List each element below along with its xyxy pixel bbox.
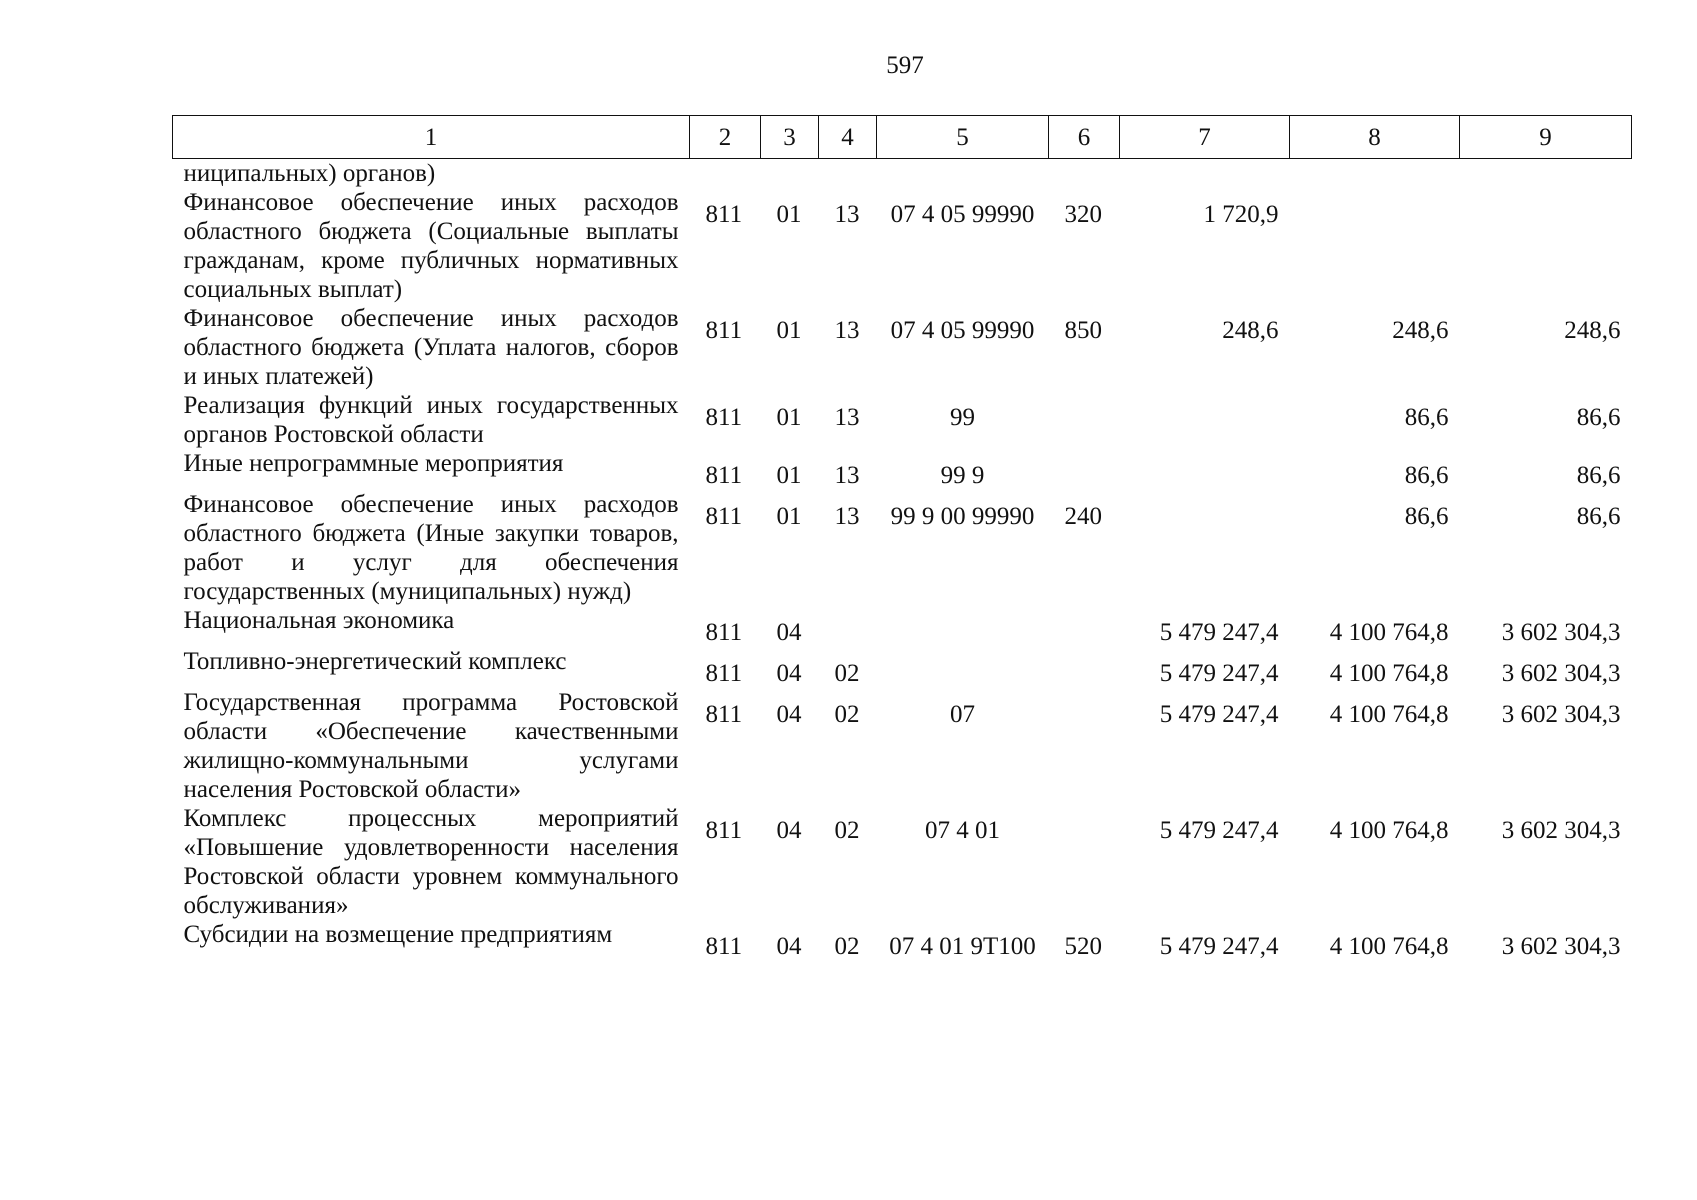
row-target-article — [877, 606, 1049, 647]
table-row — [173, 490, 1632, 606]
row-name: Реализация функций иных государственных органов Ростовской области — [183, 392, 679, 448]
row-section: 01 — [776, 317, 802, 344]
row-amount-col9 — [1460, 188, 1632, 304]
table-row — [173, 391, 1632, 449]
row-admin-code: 811 — [705, 201, 743, 228]
budget-table — [172, 115, 1632, 961]
row-amount-col7: 248,6 — [1222, 317, 1279, 344]
header-col-4: 4 — [819, 116, 877, 159]
row-expense-type — [1049, 391, 1120, 449]
table-row — [173, 606, 1632, 647]
row-section: 04 — [776, 619, 802, 646]
table-row — [173, 688, 1632, 804]
row-amount-col8: 4 100 764,8 — [1329, 933, 1449, 960]
row-admin-code — [690, 159, 761, 189]
header-col-6: 6 — [1049, 116, 1120, 159]
row-amount-col9: 86,6 — [1576, 462, 1621, 489]
row-amount-col9: 86,6 — [1576, 503, 1621, 530]
table-row — [173, 159, 1632, 189]
row-subsection: 02 — [834, 817, 860, 844]
row-section: 04 — [776, 817, 802, 844]
row-admin-code: 811 — [705, 660, 743, 687]
row-expense-type: 850 — [1064, 317, 1102, 344]
header-col-1: 1 — [173, 116, 690, 159]
header-col-5: 5 — [877, 116, 1049, 159]
row-name: Финансовое обеспечение иных расходов областного бюджета (Иные закупки товаров, работ и услуг для обеспечения государственных (муниципальных) нужд) — [183, 491, 679, 605]
row-admin-code: 811 — [705, 701, 743, 728]
row-target-article: 07 4 01 9Т100 — [889, 933, 1036, 960]
row-amount-col8: 4 100 764,8 — [1329, 817, 1449, 844]
row-target-article: 07 — [950, 701, 975, 728]
row-subsection: 02 — [834, 660, 860, 687]
row-amount-col8: 86,6 — [1404, 404, 1449, 431]
row-amount-col8: 4 100 764,8 — [1329, 660, 1449, 687]
row-section: 01 — [776, 462, 802, 489]
header-col-3: 3 — [761, 116, 819, 159]
table-row — [173, 920, 1632, 961]
row-amount-col8: 4 100 764,8 — [1329, 619, 1449, 646]
row-amount-col7: 5 479 247,4 — [1159, 817, 1279, 844]
row-target-article: 07 4 05 99990 — [890, 201, 1035, 228]
row-amount-col7 — [1120, 449, 1290, 490]
row-expense-type: 520 — [1064, 933, 1102, 960]
header-col-9: 9 — [1460, 116, 1632, 159]
row-expense-type — [1049, 606, 1120, 647]
row-target-article: 99 9 00 99990 — [890, 503, 1035, 530]
row-expense-type — [1049, 647, 1120, 688]
row-subsection — [819, 606, 877, 647]
row-target-article: 07 4 05 99990 — [890, 317, 1035, 344]
row-name: Иные непрограммные мероприятия — [183, 450, 564, 477]
page-number: 597 — [886, 52, 924, 79]
row-name: Государственная программа Ростовской области «Обеспечение качественными жилищно-коммунальными услугами населения Ростовской области» — [183, 689, 679, 803]
row-amount-col8: 86,6 — [1404, 462, 1449, 489]
row-subsection: 13 — [834, 404, 860, 431]
row-subsection: 02 — [834, 701, 860, 728]
row-amount-col8: 86,6 — [1404, 503, 1449, 530]
row-subsection: 13 — [834, 462, 860, 489]
header-col-8: 8 — [1290, 116, 1460, 159]
row-amount-col9: 3 602 304,3 — [1501, 933, 1621, 960]
row-name: Финансовое обеспечение иных расходов областного бюджета (Уплата налогов, сборов и иных платежей) — [183, 305, 679, 390]
row-admin-code: 811 — [705, 404, 743, 431]
row-target-article: 99 — [950, 404, 975, 431]
row-amount-col9: 248,6 — [1564, 317, 1621, 344]
row-amount-col7: 5 479 247,4 — [1159, 933, 1279, 960]
row-admin-code: 811 — [705, 317, 743, 344]
row-admin-code: 811 — [705, 933, 743, 960]
row-admin-code: 811 — [705, 503, 743, 530]
row-expense-type — [1049, 449, 1120, 490]
row-amount-col7: 1 720,9 — [1203, 201, 1279, 228]
row-amount-col7 — [1120, 159, 1290, 189]
row-admin-code: 811 — [705, 462, 743, 489]
header-col-2: 2 — [690, 116, 761, 159]
row-amount-col9: 3 602 304,3 — [1501, 660, 1621, 687]
row-section: 04 — [776, 933, 802, 960]
row-section — [761, 159, 819, 189]
row-expense-type — [1049, 688, 1120, 804]
table-body — [173, 159, 1632, 962]
row-section: 01 — [776, 201, 802, 228]
row-amount-col9: 86,6 — [1576, 404, 1621, 431]
table-row — [173, 804, 1632, 920]
table-header-row — [173, 116, 1632, 159]
table-row — [173, 304, 1632, 391]
row-subsection: 13 — [834, 503, 860, 530]
row-name: Комплекс процессных мероприятий «Повышение удовлетворенности населения Ростовской области уровнем коммунального обслуживания» — [183, 805, 679, 919]
row-subsection: 13 — [834, 201, 860, 228]
row-expense-type: 240 — [1064, 503, 1102, 530]
row-expense-type — [1049, 804, 1120, 920]
row-amount-col9: 3 602 304,3 — [1501, 619, 1621, 646]
row-amount-col7: 5 479 247,4 — [1159, 619, 1279, 646]
row-amount-col9 — [1460, 159, 1632, 189]
row-amount-col8: 248,6 — [1392, 317, 1449, 344]
row-subsection: 13 — [834, 317, 860, 344]
table-row — [173, 647, 1632, 688]
row-target-article: 99 9 — [940, 462, 985, 489]
row-amount-col7 — [1120, 490, 1290, 606]
table-row — [173, 188, 1632, 304]
row-amount-col7 — [1120, 391, 1290, 449]
row-section: 04 — [776, 701, 802, 728]
row-target-article — [877, 647, 1049, 688]
row-amount-col9: 3 602 304,3 — [1501, 817, 1621, 844]
row-amount-col8: 4 100 764,8 — [1329, 701, 1449, 728]
row-name: Финансовое обеспечение иных расходов областного бюджета (Социальные выплаты гражданам, кроме публичных нормативных социальных выплат) — [183, 189, 679, 303]
row-subsection: 02 — [834, 933, 860, 960]
row-target-article: 07 4 01 — [925, 817, 1000, 844]
row-admin-code: 811 — [705, 817, 743, 844]
row-section: 01 — [776, 503, 802, 530]
row-name: Национальная экономика — [183, 607, 455, 634]
row-amount-col8 — [1290, 159, 1460, 189]
row-amount-col9: 3 602 304,3 — [1501, 701, 1621, 728]
row-target-article — [877, 159, 1049, 189]
row-subsection — [819, 159, 877, 189]
row-amount-col7: 5 479 247,4 — [1159, 660, 1279, 687]
row-name: ниципальных) органов) — [183, 160, 436, 187]
row-name: Топливно-энергетический комплекс — [183, 648, 567, 675]
row-section: 01 — [776, 404, 802, 431]
row-amount-col7: 5 479 247,4 — [1159, 701, 1279, 728]
table-row — [173, 449, 1632, 490]
row-amount-col8 — [1290, 188, 1460, 304]
row-admin-code: 811 — [705, 619, 743, 646]
row-expense-type: 320 — [1064, 201, 1102, 228]
row-name: Субсидии на возмещение предприятиям — [183, 921, 613, 948]
row-expense-type — [1049, 159, 1120, 189]
header-col-7: 7 — [1120, 116, 1290, 159]
row-section: 04 — [776, 660, 802, 687]
